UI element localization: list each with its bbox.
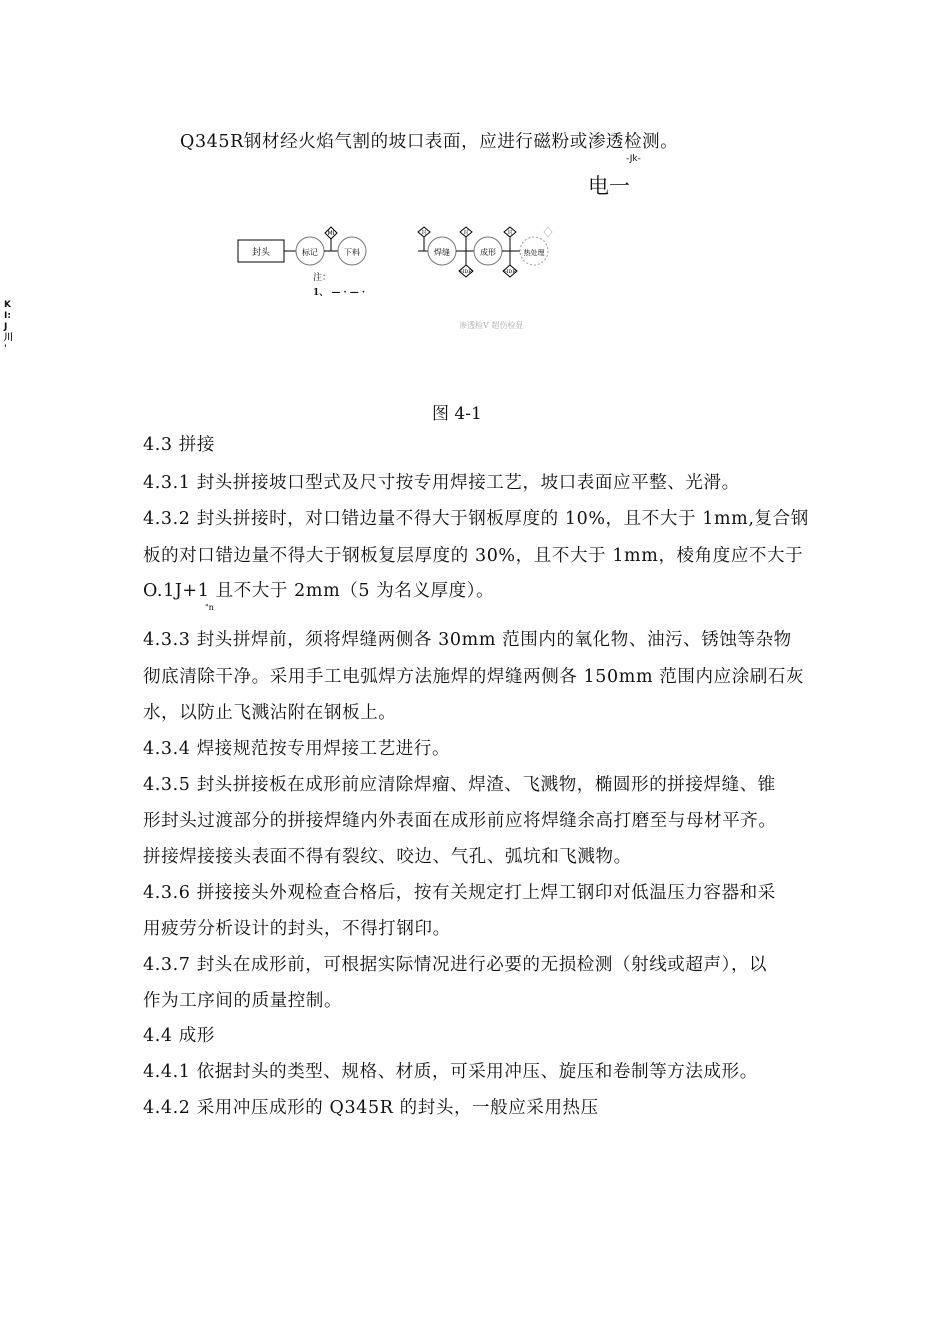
flow-circle-cut-label: 下料 [344,248,360,257]
svg-text:HDR: HDR [503,269,517,275]
paragraph-line: O.1J+1 且不大于 2mm（5 为名义厚度）。 [143,581,495,601]
paragraph-line: 4.3.2 封头拼接时，对口错边量不得大于钢板厚度的 10%，且不大于 1mm,复合钢 [143,509,809,529]
flow-circle-mark-label: 标记 [302,248,318,257]
paragraph-line: 作为工序间的质量控制。 [143,991,343,1011]
flowchart-faded-caption: 渗透检V 超伤检显 [459,321,524,330]
svg-text:封: 封 [507,230,513,236]
header-glyph: 电一 [588,174,630,198]
svg-text:封: 封 [421,230,427,236]
process-flowchart [230,215,560,295]
side-margin-marks: K I: J 川 ' [4,300,14,354]
paragraph-line: 用疲劳分析设计的封头，不得打钢印。 [143,919,451,939]
paragraph-line: 水，以防止飞溅沾附在钢板上。 [143,703,397,723]
figure-caption: 图 4-1 [432,404,482,424]
section-4-3-heading: 4.3 拼接 [143,435,215,455]
flowchart-note-label: 注： [313,273,332,283]
paragraph-line: 彻底清除干净。采用手工电弧焊方法施焊的焊缝两侧各 150mm 范围内应涂刷石灰 [143,667,805,687]
section-4-4-heading: 4.4 成形 [143,1026,215,1046]
paragraph-line: 4.3.4 焊接规范按专用焊接工艺进行。 [143,739,451,759]
flow-diamond-r4 [544,227,552,237]
svg-text:HDR: HDR [459,269,473,275]
svg-text:封: 封 [463,230,469,236]
paragraph-line: 4.3.5 封头拼接板在成形前应清除焊瘤、焊渣、飞溅物，椭圆形的拼接焊缝、锥 [143,775,776,795]
paragraph-line: 拼接焊接接头表面不得有裂纹、咬边、气孔、弧坑和飞溅物。 [143,847,632,867]
paragraph-line: 形封头过渡部分的拼接焊缝内外表面在成形前应将焊缝余高打磨至与母材平齐。 [143,811,777,831]
paragraph-line: 4.3.1 封头拼接坡口型式及尺寸按专用焊接工艺，坡口表面应平整、光滑。 [143,473,740,493]
header-small-mark: -Jk- [626,154,641,164]
flow-diamond-1-label: MI [327,230,335,237]
svg-text:焊缝: 焊缝 [434,248,450,257]
paragraph-line: 4.3.3 封头拼焊前，须将焊缝两侧各 30mm 范围内的氧化物、油污、锈蚀等杂物 [143,630,792,650]
paragraph-line: 4.3.6 拼接接头外观检查合格后，按有关规定打上焊工钢印对低温压力容器和采 [143,883,776,903]
paragraph-line: 4.4.2 采用冲压成形的 Q345R 的封头，一般应采用热压 [143,1098,599,1118]
subscript-mark: "n [205,603,214,612]
flowchart-note-line: 1、 — · — · [313,288,366,298]
intro-line: Q345R钢材经火焰气割的坡口表面，应进行磁粉或渗透检测。 [180,132,679,152]
svg-text:热处理: 热处理 [523,249,545,257]
paragraph-line: 4.3.7 封头在成形前，可根据实际情况进行必要的无损检测（射线或超声），以 [143,955,768,975]
svg-text:成形: 成形 [480,248,496,257]
paragraph-line: 4.4.1 依据封头的类型、规格、材质，可采用冲压、旋压和卷制等方法成形。 [143,1062,758,1082]
flow-box-label: 封头 [251,248,271,258]
paragraph-line: 板的对口错边量不得大于钢板复层厚度的 30%，且不大于 1mm，棱角度应不大于 [143,546,804,566]
right-flow [418,227,552,277]
left-flow [238,227,366,265]
